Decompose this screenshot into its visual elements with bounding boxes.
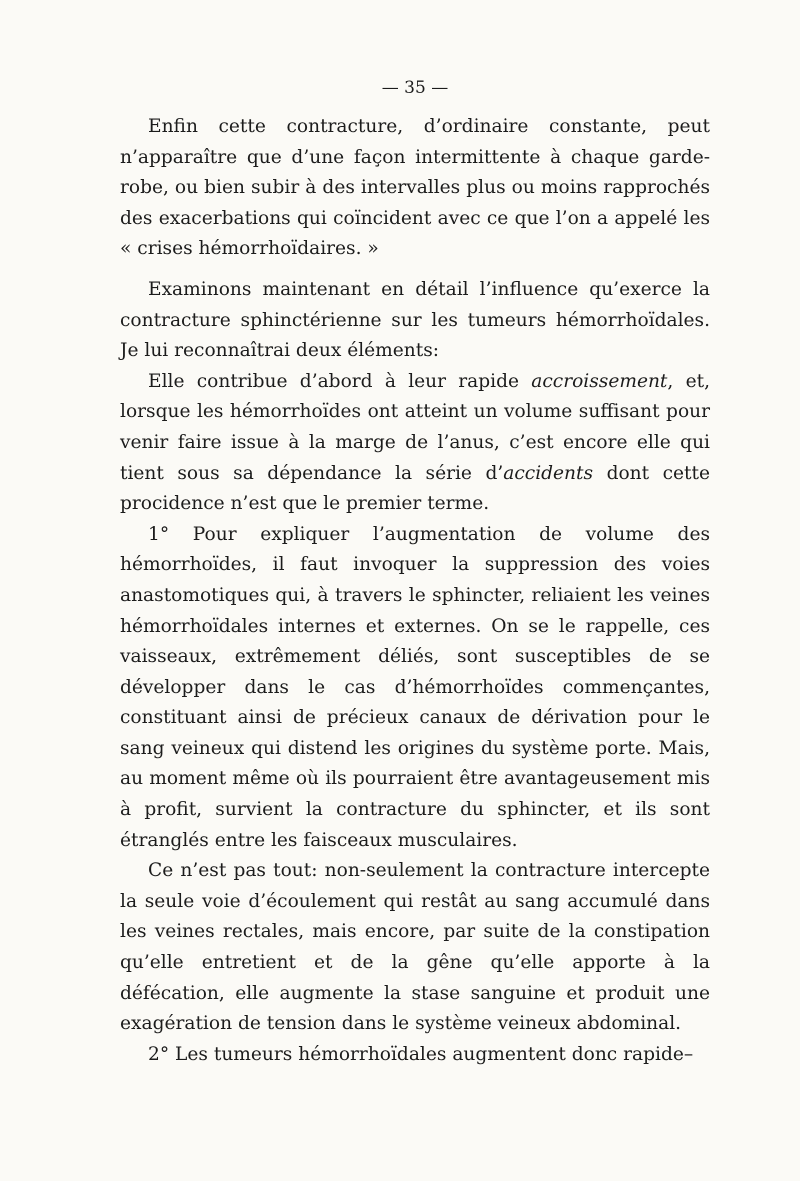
paragraph-3-text-c: dont cette procidence n’est que le premier terme.: [120, 462, 710, 515]
paragraph-1-text: Enfin cette contracture, d’ordinaire constante, peut n’apparaître que d’une façon intermittente à chaque garde-robe, ou bien subir à des intervalles plus ou moins rapprochés des exacerbations qui coïncident avec ce que l’on a appelé les « crises hémorrhoïdaires. »: [120, 116, 710, 260]
paragraph-6-text: 2° Les tumeurs hémorrhoïdales augmentent donc rapide–: [148, 1043, 694, 1065]
paragraph-3-text-b: , et, lorsque les hémorrhoïdes ont atteint un volume suffisant pour venir faire issue à la marge de l’anus, c’est encore elle qui tient sous sa dépendance la série d’: [120, 370, 710, 484]
paragraph-5-text: Ce n’est pas tout: non-seulement la contracture intercepte la seule voie d’écoulement qui restât au sang accumulé dans les veines rectales, mais encore, par suite de la constipation qu’elle entretient et de la gêne qu’elle apporte à la défécation, elle augmente la stase sanguine et produit une exagération de tension dans le système veineux abdominal.: [120, 860, 710, 1035]
paragraph-3-italic-accroissement: accroissement: [531, 370, 668, 392]
paragraph-3: [120, 367, 710, 520]
book-page: [120, 78, 710, 1070]
paragraph-3-italic-accidents: accidents: [503, 462, 594, 484]
paragraph-1: [120, 112, 710, 265]
paragraph-2-text: Examinons maintenant en détail l’influence qu’exerce la contracture sphinctérienne sur les tumeurs hémorrhoïdales. Je lui reconnaîtrai deux éléments:: [120, 278, 710, 362]
paragraph-5: [120, 856, 710, 1040]
paragraph-2: [120, 275, 710, 367]
paragraph-3-text-a: Elle contribue d’abord à leur rapide: [148, 370, 532, 392]
paragraph-4-text: 1° Pour expliquer l’augmentation de volume des hémorrhoïdes, il faut invoquer la suppression des voies anastomotiques qui, à travers le sphincter, reliaient les veines hémorrhoïdales internes et externes. On se le rappelle, ces vaisseaux, extrêmement déliés, sont susceptibles de se développer dans le cas d’hémorrhoïdes commençantes, constituant ainsi de précieux canaux de dérivation pour le sang veineux qui distend les origines du système porte. Mais, au moment même où ils pourraient être avantageusement mis à profit, survient la contracture du sphincter, et ils sont étranglés entre les faisceaux musculaires.: [120, 523, 710, 851]
page-number: — 35 —: [381, 78, 449, 98]
paragraph-4: [120, 520, 710, 857]
paragraph-6: [120, 1040, 710, 1071]
